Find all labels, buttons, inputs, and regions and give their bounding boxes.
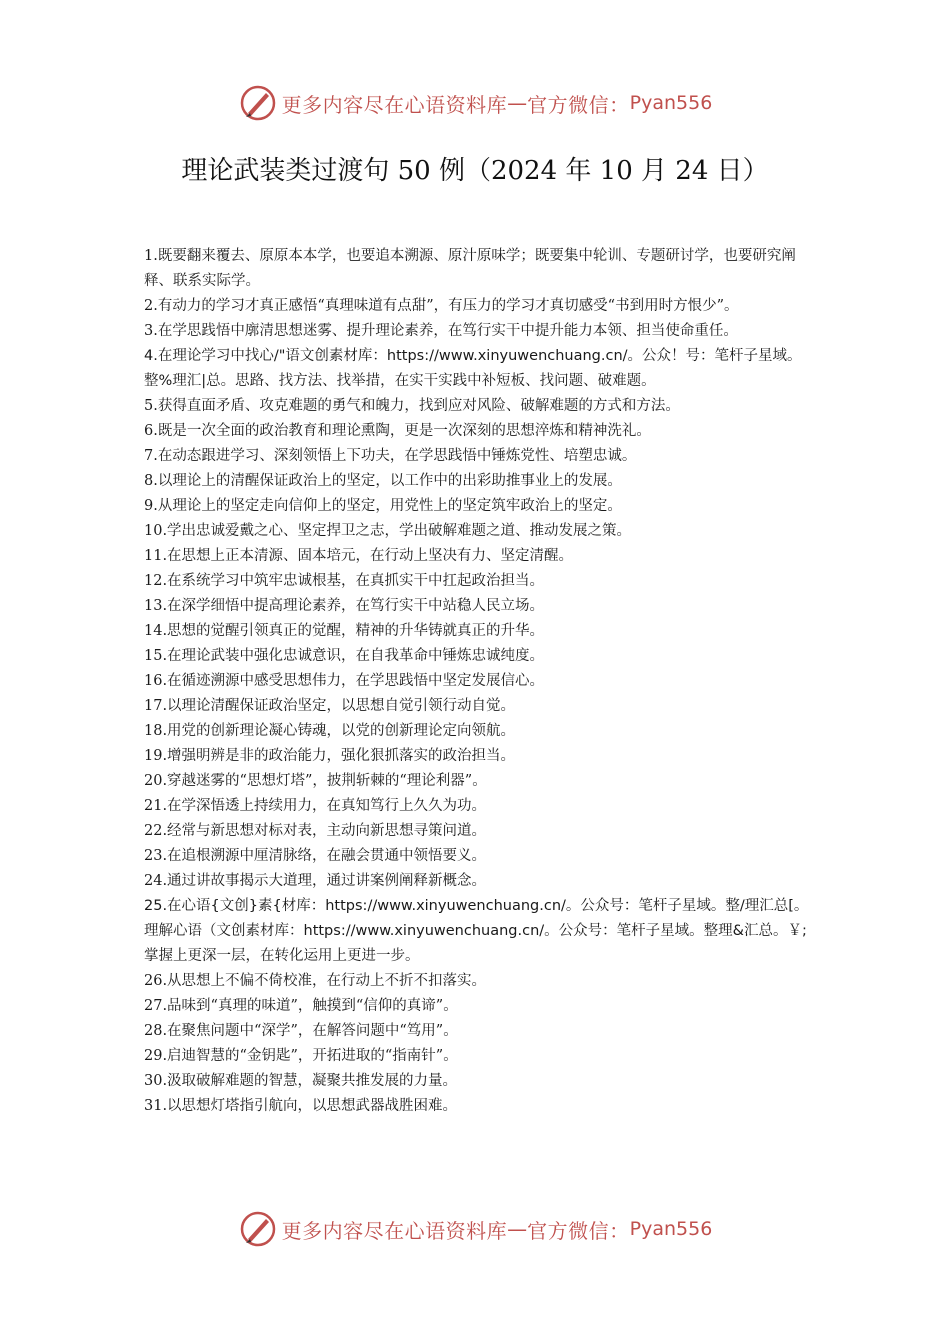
list-item: 8.以理论上的清醒保证政治上的坚定，以工作中的出彩助推事业上的发展。 <box>144 473 622 489</box>
list-item: 21.在学深悟透上持续用力，在真知笃行上久久为功。 <box>144 798 487 814</box>
list-item: 30.汲取破解难题的智慧，凝聚共推发展的力量。 <box>144 1073 458 1089</box>
list-item: 15.在理论武装中强化忠诚意识，在自我革命中锤炼忠诚纯度。 <box>144 648 545 664</box>
list-item: 28.在聚焦问题中“深学”，在解答问题中“笃用”。 <box>144 1023 458 1039</box>
watermark-text: 更多内容尽在心语资料库 <box>281 1218 508 1243</box>
watermark-label: 官方微信： <box>527 92 630 117</box>
watermark-separator: — <box>507 91 528 115</box>
list-item: 11.在思想上正本清源、固本培元，在行动上坚决有力、坚定清醒。 <box>144 548 574 564</box>
list-item: 24.通过讲故事揭示大道理，通过讲案例阐释新概念。 <box>144 873 487 889</box>
list-item: 14.思想的觉醒引领真正的觉醒，精神的升华铸就真正的升华。 <box>144 623 545 639</box>
list-item: 2.有动力的学习才真正感悟“真理味道有点甜”，有压力的学习才真切感受“书到用时方恨少”。 <box>144 298 739 314</box>
list-item: 29.启迪智慧的“金钥匙”，开拓进取的“指南针”。 <box>144 1048 458 1064</box>
pen-logo-icon <box>238 83 278 123</box>
list-item: 7.在动态跟进学习、深刻领悟上下功夫，在学思践悟中锤炼党性、培塑忠诚。 <box>144 448 637 464</box>
watermark-id: Pyan556 <box>629 92 713 114</box>
list-item: 18.用党的创新理论凝心铸魂，以党的创新理论定向领航。 <box>144 723 516 739</box>
list-item: 17.以理论清醒保证政治坚定，以思想自觉引领行动自觉。 <box>144 698 516 714</box>
list-item: 27.品味到“真理的味道”，触摸到“信仰的真谛”。 <box>144 998 458 1014</box>
list-item: 3.在学思践悟中廓清思想迷雾、提升理论素养，在笃行实干中提升能力本领、担当使命重任。 <box>144 323 738 339</box>
list-item: 31.以思想灯塔指引航向，以思想武器战胜困难。 <box>144 1098 458 1114</box>
list-item: 12.在系统学习中筑牢忠诚根基，在真抓实干中扛起政治担当。 <box>144 573 545 589</box>
watermark-separator: — <box>507 1217 528 1241</box>
list-item: 4.在理论学习中找心/"语文创素材库：https://www.xinyuwenchuang.cn/。公众！号：笔杆子星域。整%理汇|总。思路、找方法、找举措，在实干实践中补短板、找问题、破难题。 <box>144 348 802 389</box>
watermark-id: Pyan556 <box>629 1218 713 1240</box>
watermark-label: 官方微信： <box>527 1218 630 1243</box>
list-item: 23.在追根溯源中厘清脉络，在融会贯通中领悟要义。 <box>144 848 487 864</box>
pen-logo-icon <box>238 1209 278 1249</box>
list-item: 22.经常与新思想对标对表，主动向新思想寻策问道。 <box>144 823 487 839</box>
list-item: 1.既要翻来覆去、原原本本学，也要追本溯源、原汁原味学；既要集中轮训、专题研讨学，也要研究阐释、联系实际学。 <box>144 248 796 289</box>
list-item: 20.穿越迷雾的“思想灯塔”，披荆斩棘的“理论利器”。 <box>144 773 487 789</box>
list-item: 16.在循迹溯源中感受思想伟力，在学思践悟中坚定发展信心。 <box>144 673 545 689</box>
list-item: 9.从理论上的坚定走向信仰上的坚定，用党性上的坚定筑牢政治上的坚定。 <box>144 498 622 514</box>
document-title: 理论武装类过渡句 50 例（2024 年 10 月 24 日） <box>181 156 769 186</box>
list-item: 25.在心语{文创}素{材库：https://www.xinyuwenchuang.cn/。公众号：笔杆子星域。整/理汇总[。理解心语（文创素材库：https://www.xinyuwenchuang.cn/。公众号：笔杆子星域。整理&汇总。￥;掌握上更深一层，在转化运用上更进一步。 <box>144 898 809 964</box>
item-list <box>144 244 820 1119</box>
list-item: 19.增强明辨是非的政治能力，强化狠抓落实的政治担当。 <box>144 748 516 764</box>
watermark-text: 更多内容尽在心语资料库 <box>281 92 508 117</box>
list-item: 26.从思想上不偏不倚校准，在行动上不折不扣落实。 <box>144 973 487 989</box>
list-item: 6.既是一次全面的政治教育和理论熏陶，更是一次深刻的思想淬炼和精神洗礼。 <box>144 423 651 439</box>
watermark-banner-bottom <box>0 1204 950 1254</box>
list-item: 5.获得直面矛盾、攻克难题的勇气和魄力，找到应对风险、破解难题的方式和方法。 <box>144 398 680 414</box>
list-item: 13.在深学细悟中提高理论素养，在笃行实干中站稳人民立场。 <box>144 598 545 614</box>
watermark-banner-top <box>0 78 950 128</box>
list-item: 10.学出忠诚爱戴之心、坚定捍卫之志，学出破解难题之道、推动发展之策。 <box>144 523 632 539</box>
